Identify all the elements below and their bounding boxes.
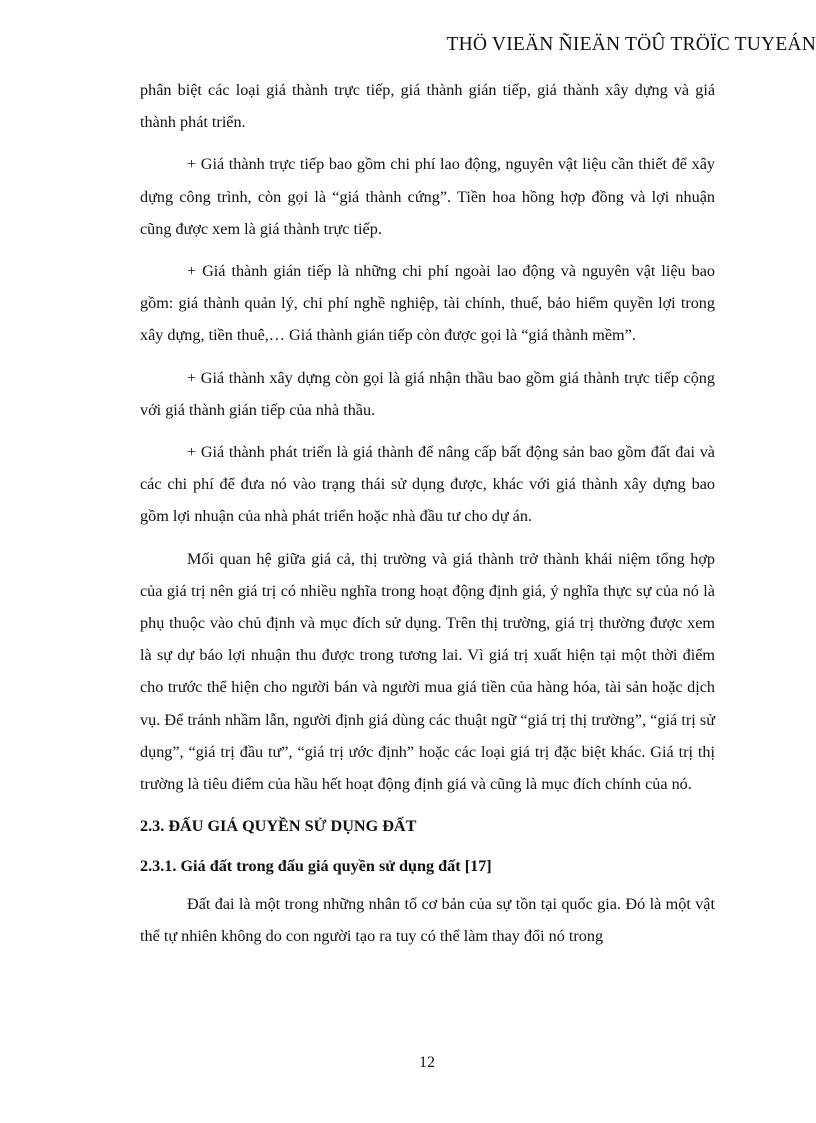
header-watermark: THÖ VIEÄN ÑIEÄN TÖÛ TRÖÏC TUYEÁN — [446, 34, 816, 55]
paragraph-value-relation: Mối quan hệ giữa giá cả, thị trường và giá thành trở thành khái niệm tổng hợp của giá trị nên giá trị có nhiều nghĩa trong hoạt động định giá, ý nghĩa thực sự của nó là phụ thuộc vào chủ định và mục đích sử dụng. Trên thị trường, giá trị thường được xem là sự dự báo lợi nhuận thu được trong tương lai. Vì giá trị xuất hiện tại một thời điểm cho trước thể hiện cho người bán và người mua giá tiền của hàng hóa, tài sản hoặc dịch vụ. Để tránh nhầm lẫn, người định giá dùng các thuật ngữ “giá trị thị trường”, “giá trị sử dụng”, “giá trị đầu tư”, “giá trị ước định” hoặc các loại giá trị đặc biệt khác. Giá trị thị trường là tiêu điểm của hầu hết hoạt động định giá và cũng là mục đích chính của nó. — [140, 549, 715, 794]
paragraph-construction-cost: + Giá thành xây dựng còn gọi là giá nhận thầu bao gồm giá thành trực tiếp cộng với giá thành gián tiếp của nhà thầu. — [140, 368, 715, 419]
paragraph-indirect-cost: + Giá thành gián tiếp là những chi phí ngoài lao động và nguyên vật liệu bao gồm: giá thành quản lý, chi phí nghề nghiệp, tài chính, thuế, bảo hiểm quyền lợi trong xây dựng, tiền thuê,… Giá thành gián tiếp còn được gọi là “giá thành mềm”. — [140, 262, 715, 345]
paragraph-development-cost: + Giá thành phát triển là giá thành để nâng cấp bất động sản bao gồm đất đai và các chi phí để đưa nó vào trạng thái sử dụng được, khác với giá thành xây dựng bao gồm lợi nhuận của nhà phát triển hoặc nhà đầu tư cho dự án. — [140, 443, 715, 526]
subsection-heading: 2.3.1. Giá đất trong đấu giá quyền sử dụng đất [17] — [140, 857, 492, 876]
paragraph-direct-cost: + Giá thành trực tiếp bao gồm chi phí lao động, nguyên vật liệu cần thiết để xây dựng công trình, còn gọi là “giá thành cứng”. Tiền hoa hồng hợp đồng và lợi nhuận cũng được xem là giá thành trực tiếp. — [140, 155, 715, 238]
paragraph-continuation: phân biệt các loại giá thành trực tiếp, giá thành gián tiếp, giá thành xây dựng và giá thành phát triển. — [140, 81, 715, 132]
section-heading: 2.3. ĐẤU GIÁ QUYỀN SỬ DỤNG ĐẤT — [140, 817, 417, 836]
page-body — [140, 74, 715, 963]
page-number: 12 — [419, 1054, 435, 1071]
paragraph-land-intro: Đất đai là một trong những nhân tố cơ bản của sự tồn tại quốc gia. Đó là một vật thể tự nhiên không do con người tạo ra tuy có thể làm thay đổi nó trong — [140, 895, 715, 946]
